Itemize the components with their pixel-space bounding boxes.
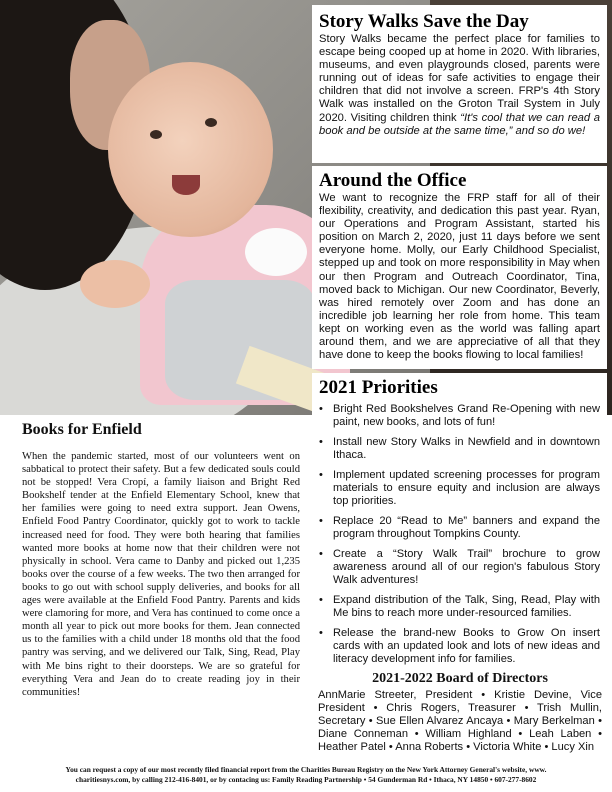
list-item: • Install new Story Walks in Newfield and in downtown Ithaca.: [319, 436, 600, 461]
list-item: • Create a “Story Walk Trail” brochure to grow awareness around all of our region's fabulous Story Walk adventures!: [319, 548, 600, 586]
footer-line-1: You can request a copy of our most recently filed financial report from the Charities Bureau Registry on the New York Attorney General's website, www.: [65, 765, 547, 774]
around-the-office-body: We want to recognize the FRP staff for all of their flexibility, creativity, and dedication this past year. Ryan, our Operations and Program Assistant, started his position on March 2, 2020, just 11 days before we sent everyone home. Molly, our Early Childhood Specialist, stepped up and took on more responsibility in May when our then Program and Outreach Coordinator, Tina, moved back to Michigan. Our new Coordinator, Beverly, was hired remotely over Zoom and has done an incredible job learning her role from home. This team kept on working even as the world was falling apart around them, and we are appreciative of all that they have done to keep the books flowing to local families!: [319, 192, 600, 362]
list-item: • Replace 20 “Read to Me” banners and expand the program throughout Tompkins County.: [319, 515, 600, 540]
list-item: • Release the brand-new Books to Grow On insert cards with an updated look and lots of new ideas and literacy development info for families.: [319, 627, 600, 665]
list-item: • Expand distribution of the Talk, Sing, Read, Play with Me bins to reach more under-resourced families.: [319, 594, 600, 619]
priorities-section: [312, 373, 607, 673]
cloud-icon: [245, 228, 307, 276]
footer-disclosure: [10, 765, 602, 785]
board-of-directors-section: [318, 670, 602, 754]
around-the-office-section: [312, 166, 607, 369]
list-item: • Implement updated screening processes for program materials to ensure equity and inclusion are always top priorities.: [319, 469, 600, 507]
books-for-enfield-section: [14, 415, 308, 757]
board-title: 2021-2022 Board of Directors: [372, 671, 548, 686]
list-item: • Bright Red Bookshelves Grand Re-Opening with new paint, new books, and lots of fun!: [319, 403, 600, 428]
story-walks-title: Story Walks Save the Day: [319, 11, 529, 32]
story-walks-quote: “It's cool that we can read a book and be outside at the same time,” and so do we!: [319, 111, 600, 137]
books-for-enfield-title: Books for Enfield: [22, 421, 142, 438]
around-the-office-title: Around the Office: [319, 170, 467, 191]
story-walks-body: Story Walks became the perfect place for families to escape being cooped up at home in 2020. With libraries, museums, and even playgrounds closed, parents were running out of ideas for safe activities to engage their children that did not involve a screen. FRP's 4th Story Walk was installed on the Groton Trail System in July 2020. Visiting children think “It's cool that we can read a book and be outside at the same time,” and so do we!: [319, 33, 600, 137]
board-members: AnnMarie Streeter, President • Kristie Devine, Vice President • Chris Rogers, Treasurer • Trish Mullin, Secretary • Sue Ellen Alvarez Ancaya • Mary Berkelman • Diane Conneman • William Highland • Leah Laben • Heather Patel • Anna Roberts • Victoria White • Lucy Xin: [318, 689, 602, 753]
priorities-list: [319, 403, 600, 666]
books-for-enfield-body: When the pandemic started, most of our volunteers went on sabbatical to protect their safety. But a few dedicated souls could not be stopped! Vera Cropí, a family liaison and Bright Red Bookshelf tender at the Enfield Elementary School, knew that her families were going to need extra support. Jean Owens, Enfield Food Pantry Coordinator, quickly got to work to tackle increased need for food. They were both hearing that families wanted more books at home now that their children were not physically in school. Vera came to Danby and picked out 1,235 books over the course of a few weeks. The two then arranged for books to go out with school supply deliveries, and books for all ages were available at the Enfield Food Pantry. Parents and kids were clamoring for more, and Vera has continued to come once a month all year to pick out more books for them. Jean connected us to the families with a child under 18 months old that the food pantry was serving, and we delivered our Talk, Sing, Read, Play with Me bins right to their doorsteps. We are so grateful for everything Vera and Jean do to create reading joy in their communities!: [22, 451, 300, 698]
priorities-title: 2021 Priorities: [319, 377, 438, 398]
footer-line-2: charitiesnys.com, by calling 212-416-8401, or by contacing us: Family Reading Partnership • 54 Gunderman Rd • Ithaca, NY 14850 • 607-277-8602: [75, 775, 537, 784]
story-walks-section: [312, 5, 607, 163]
